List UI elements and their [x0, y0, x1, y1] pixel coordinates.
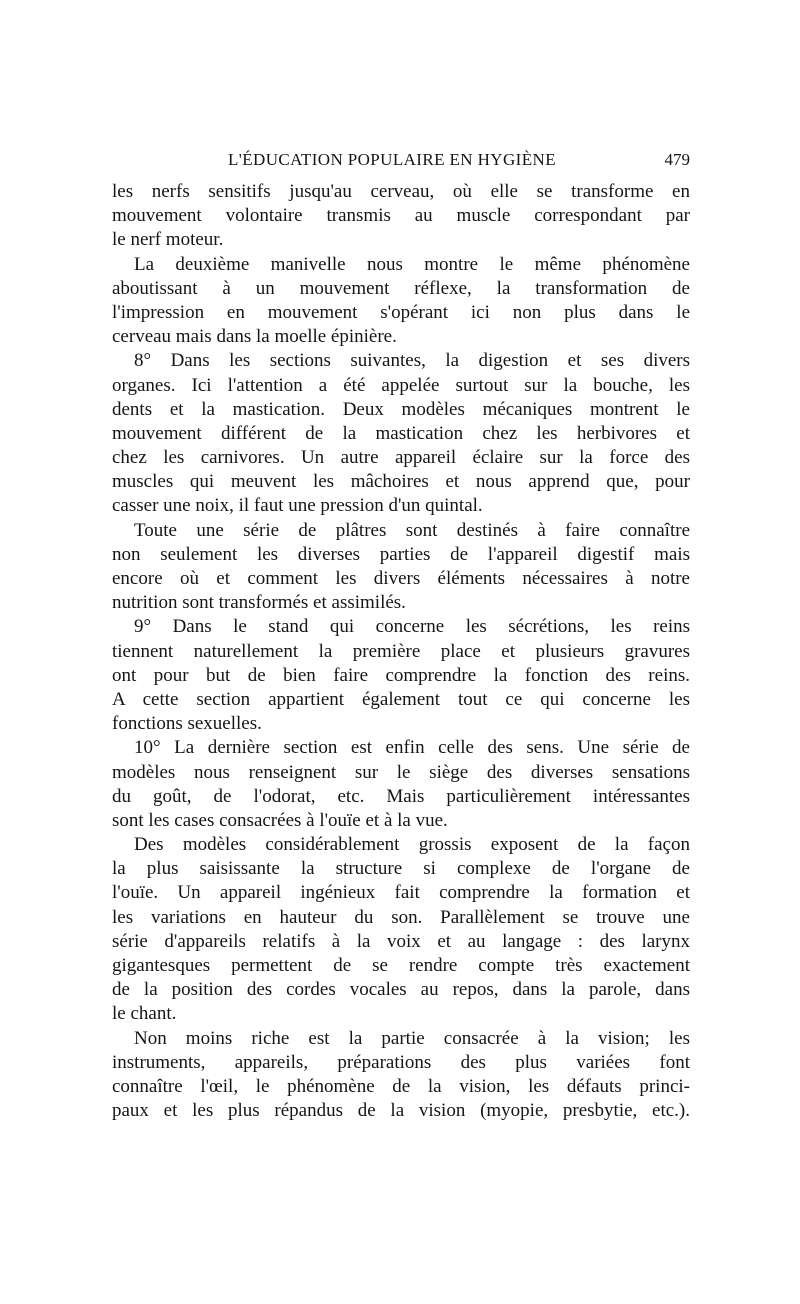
- text-line: la plus saisissante la structure si complexe de l'organe de: [112, 858, 690, 880]
- text-line: série d'appareils relatifs à la voix et au langage : des larynx: [112, 930, 690, 952]
- running-head-title: L'ÉDUCATION POPULAIRE EN HYGIÈNE: [228, 150, 556, 169]
- text-line: l'impression en mouvement s'opérant ici non plus dans le: [112, 301, 690, 323]
- text-line: tiennent naturellement la première place et plusieurs gravures: [112, 640, 690, 662]
- text-line: muscles qui meuvent les mâchoires et nous apprend que, pour: [112, 471, 690, 493]
- body-text: [112, 180, 690, 1123]
- text-line: Non moins riche est la partie consacrée à la vision; les: [134, 1027, 690, 1049]
- text-line: Des modèles considérablement grossis exposent de la façon: [134, 834, 690, 856]
- text-line: chez les carnivores. Un autre appareil éclaire sur la force des: [112, 447, 690, 469]
- text-line: 10° La dernière section est enfin celle des sens. Une série de: [134, 737, 690, 759]
- text-line: 8° Dans les sections suivantes, la digestion et ses divers: [134, 350, 690, 372]
- text-line: casser une noix, il faut une pression d'un quintal.: [112, 495, 483, 517]
- text-line: de la position des cordes vocales au repos, dans la parole, dans: [112, 979, 690, 1001]
- text-line: sont les cases consacrées à l'ouïe et à la vue.: [112, 809, 448, 831]
- text-line: encore où et comment les divers éléments nécessaires à notre: [112, 568, 690, 589]
- text-line: les variations en hauteur du son. Parallèlement se trouve une: [112, 906, 690, 928]
- text-line: connaître l'œil, le phénomène de la vision, les défauts princi-: [112, 1075, 690, 1097]
- text-line: les nerfs sensitifs jusqu'au cerveau, où elle se transforme en: [112, 181, 690, 202]
- text-line: La deuxième manivelle nous montre le même phénomène: [134, 253, 690, 275]
- page-number: 479: [664, 150, 690, 169]
- text-line: gigantesques permettent de se rendre compte très exactement: [112, 955, 690, 976]
- text-line: le chant.: [112, 1003, 177, 1025]
- text-line: du goût, de l'odorat, etc. Mais particulièrement intéressantes: [112, 785, 690, 807]
- text-line: mouvement volontaire transmis au muscle correspondant par: [112, 205, 690, 227]
- text-line: modèles nous renseignent sur le siège des diverses sensations: [112, 761, 690, 783]
- text-line: le nerf moteur.: [112, 229, 224, 251]
- text-line: Toute une série de plâtres sont destinés à faire connaître: [134, 519, 690, 541]
- text-line: non seulement les diverses parties de l'appareil digestif mais: [112, 543, 690, 565]
- text-line: instruments, appareils, préparations des plus variées font: [112, 1051, 690, 1073]
- text-line: ont pour but de bien faire comprendre la fonction des reins.: [112, 664, 690, 686]
- text-line: A cette section appartient également tout ce qui concerne les: [112, 688, 690, 710]
- text-line: fonctions sexuelles.: [112, 713, 262, 735]
- text-line: paux et les plus répandus de la vision (myopie, presbytie, etc.).: [112, 1100, 690, 1122]
- text-line: nutrition sont transformés et assimilés.: [112, 592, 406, 614]
- text-line: 9° Dans le stand qui concerne les sécrétions, les reins: [134, 616, 690, 638]
- text-line: organes. Ici l'attention a été appelée surtout sur la bouche, les: [112, 374, 690, 396]
- text-line: dents et la mastication. Deux modèles mécaniques montrent le: [112, 398, 690, 420]
- text-line: l'ouïe. Un appareil ingénieux fait comprendre la formation et: [112, 882, 690, 904]
- text-line: aboutissant à un mouvement réflexe, la transformation de: [112, 277, 690, 299]
- running-head: [112, 150, 690, 174]
- text-line: cerveau mais dans la moelle épinière.: [112, 326, 397, 348]
- text-line: mouvement différent de la mastication chez les herbivores et: [112, 422, 690, 444]
